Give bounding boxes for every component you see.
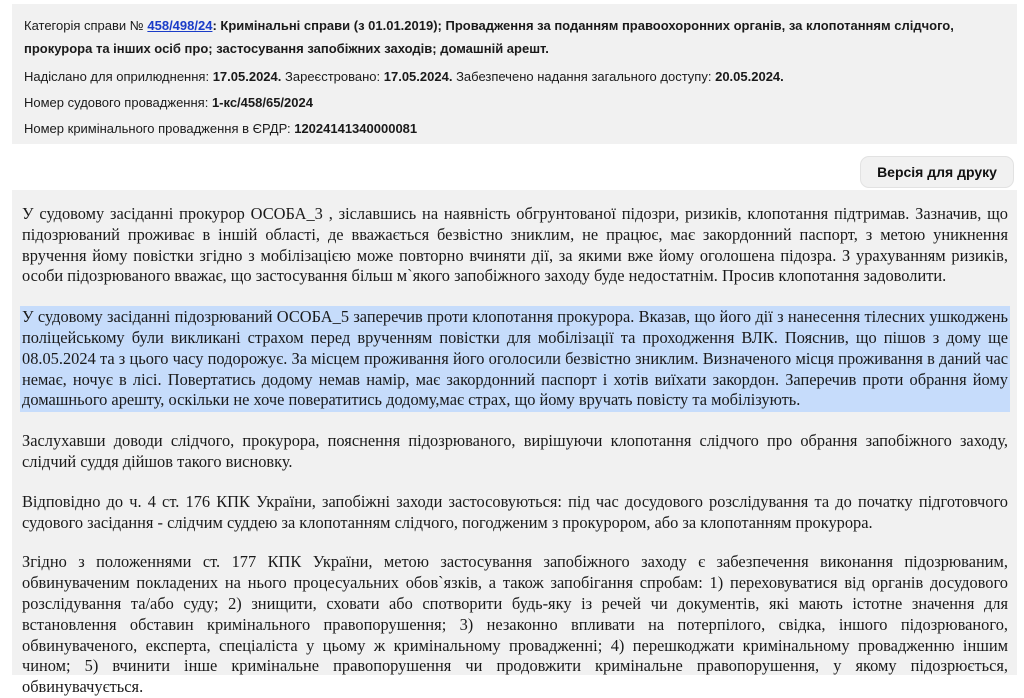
dates-line	[24, 64, 1005, 90]
access-label: Забезпечено надання загального доступу:	[456, 69, 712, 84]
criminal-case-line	[24, 116, 1005, 142]
print-version-button[interactable]: Версія для друку	[860, 156, 1014, 188]
paragraph-prosecutor: У судовому засіданні прокурор ОСОБА_3 , зіславшись на наявність обгрунтованої підозри, ризиків, клопотання підтримав. Зазначив, що підозрюваний проживає в іншій області, де вважається безвістно зниклим, не працює, має закордонний паспорт, з метою уникнення вручення йому повістки згідно з мобілізацією може повторно вчиняти дії, за якими вже йому оголошена підозра. З урахуванням ризиків, особи підозрюваного вважає, що застосування більш м`якого запобіжного заходу буде недостатнім. Просив клопотання задоволити.	[22, 204, 1008, 286]
criminal-case-label: Номер кримінального провадження в ЄРДР:	[24, 121, 291, 136]
court-case-label: Номер судового провадження:	[24, 95, 209, 110]
paragraph-suspect-selected: У судовому засіданні підозрюваний ОСОБА_5 заперечив проти клопотання прокурора. Вказав, що його дії з нанесення тілесних ушкоджень поліцейському були викликані страхом перед врученням повістки для мобілізації та проходження ВЛК. Пояснив, що пішов з дому ще 08.05.2024 та з цього часу подорожує. За місцем проживання його оголосили безвістно зниклим. Визначеного місця проживання в даний час немає, ночує в лісі. Повертатись додому немав намір, має закордонний паспорт і хотів виїхати закордон. Заперечив проти обрання йому домашнього арешту, оскільки не хоче повератитись додому,має страх, що йому вручать повісту та мобілізують.	[20, 306, 1010, 412]
sent-date: 17.05.2024.	[212, 69, 282, 84]
criminal-case-number: 12024141340000081	[294, 121, 418, 136]
paragraph-conclusion: Заслухавши доводи слідчого, прокурора, пояснення підозрюваного, вирішуючи клопотання слідчого про обрання запобіжного заходу, слідчий суддя дійшов такого висновку.	[22, 431, 1008, 471]
case-number-link[interactable]: 458/498/24	[147, 18, 213, 33]
paragraph-art-177: Згідно з положеннями ст. 177 КПК України, метою застосування запобіжного заходу є забезпечення виконання підозрюваним, обвинуваченим покладених на нього процесуальних обов`язків, а також запобігання спробам: 1) переховуватися від органів досудового розслідування та/або суду; 2) знищити, сховати або спотворити будь-яку із речей чи документів, які мають істотне значення для встановлення обставин кримінального правопорушення; 3) незаконно впливати на потерпілого, свідка, іншого підозрюваного, обвинуваченого, експерта, спеціаліста у цьому ж кримінальному провадженні; 4) перешкоджати кримінальному провадженню іншим чином; 5) вчинити інше кримінальне правопорушення чи продовжити кримінальне правопорушення, у якому підозрюється, обвинувачується.	[22, 552, 1008, 697]
registered-label: Зареєстровано:	[285, 69, 381, 84]
case-category-text: : Кримінальні справи (з 01.01.2019); Провадження за поданням правоохоронних органів, за клопотанням слідчого, прокурора та інших осіб про; застосування запобіжних заходів; домашній арешт.	[24, 18, 954, 56]
court-case-line	[24, 90, 1005, 116]
paragraph-art-176: Відповідно до ч. 4 ст. 176 КПК України, запобіжні заходи застосовуються: під час досудового розслідування та до початку підготовчого судового засідання - слідчим суддею за клопотанням слідчого, погодженим з прокурором, або за клопотанням прокурора.	[22, 491, 1008, 532]
sent-label: Надіслано для оприлюднення:	[24, 69, 210, 84]
access-date: 20.05.2024.	[715, 69, 784, 84]
decision-text-panel	[12, 190, 1017, 697]
court-case-number: 1-кс/458/65/2024	[211, 95, 313, 110]
case-metadata-panel	[12, 4, 1017, 144]
case-category-label: Категорія справи №	[24, 18, 144, 33]
case-category-line	[24, 14, 1005, 60]
registered-date: 17.05.2024.	[383, 69, 453, 84]
